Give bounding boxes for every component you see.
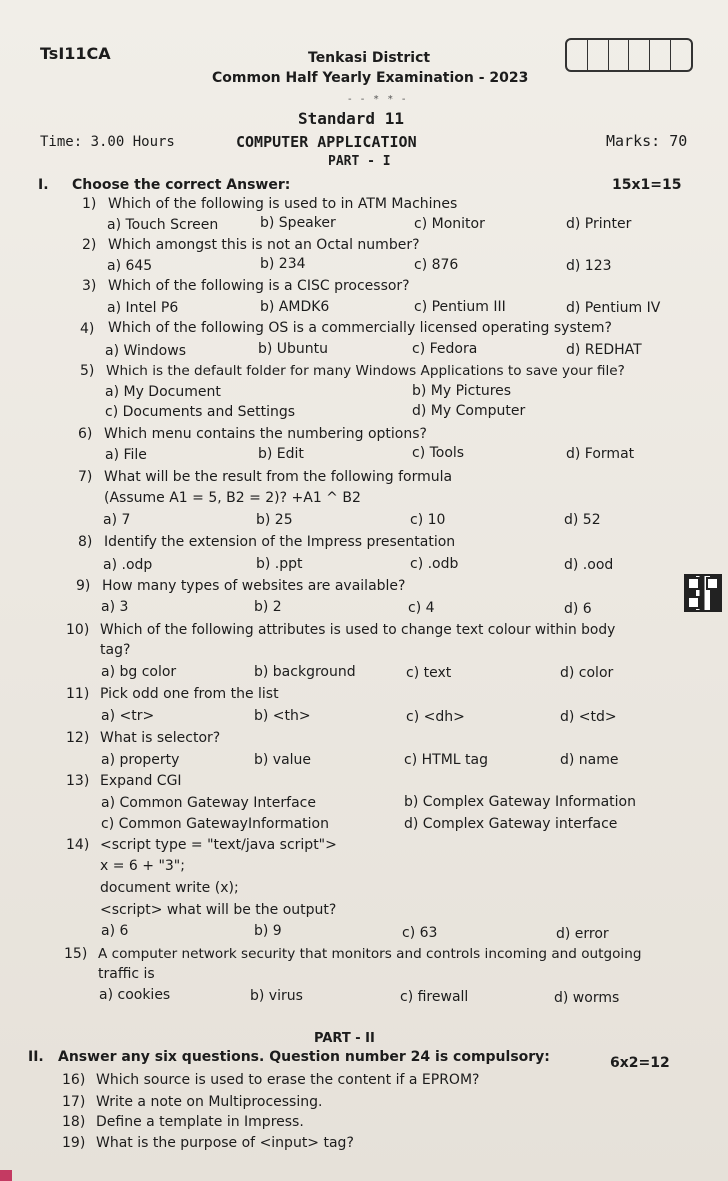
option-b: b) My Pictures [412, 383, 512, 399]
option-b: b) 25 [256, 512, 293, 528]
question-number: 4) [80, 321, 95, 337]
section-one-number: I. [38, 177, 49, 193]
option-c: c) firewall [400, 989, 469, 1005]
question-text: Which source is used to erase the content if a EPROM? [96, 1072, 480, 1088]
qr-code [684, 574, 722, 612]
option-b: b) Speaker [260, 215, 336, 231]
option-c: c) HTML tag [404, 752, 488, 768]
section-two-instruction: Answer any six questions. Question number 24 is compulsory: [58, 1049, 550, 1065]
question-text: Which of the following OS is a commercially licensed operating system? [108, 320, 612, 336]
register-box [588, 40, 609, 70]
option-b: b) 9 [254, 923, 282, 939]
option-c: c) Monitor [414, 216, 485, 232]
option-c: c) 10 [410, 512, 446, 528]
option-a: a) 6 [101, 923, 129, 939]
question-text: Which of the following is a CISC processor? [108, 278, 410, 294]
section-two-number: II. [28, 1049, 44, 1065]
standard-label: Standard 11 [298, 109, 404, 128]
question-text: Pick odd one from the list [100, 686, 279, 702]
marks-label: Marks: 70 [606, 132, 688, 150]
question-number: 17) [62, 1094, 86, 1110]
time-label: Time: 3.00 Hours [40, 134, 175, 150]
option-a: a) 645 [107, 258, 153, 274]
option-d: d) Printer [566, 216, 632, 232]
option-a: a) 3 [101, 599, 129, 615]
question-number: 7) [78, 469, 93, 485]
option-d: d) color [560, 665, 614, 681]
option-d: d) Pentium IV [566, 300, 661, 316]
option-c: c) Fedora [412, 341, 478, 357]
section-one-marks: 15x1=15 [612, 177, 682, 193]
question-text: A computer network security that monitors and controls incoming and outgoing [98, 946, 642, 962]
question-text: Write a note on Multiprocessing. [96, 1094, 323, 1110]
option-d: d) My Computer [412, 403, 526, 419]
option-c: c) .odb [410, 556, 459, 572]
question-text: Define a template in Impress. [96, 1114, 304, 1130]
subject-title: COMPUTER APPLICATION [236, 133, 417, 151]
page-edge-mark [0, 1170, 12, 1181]
option-c: c) Pentium III [414, 299, 506, 315]
option-a: a) bg color [101, 664, 177, 680]
option-a: a) .odp [103, 557, 153, 573]
register-box [609, 40, 630, 70]
register-box [629, 40, 650, 70]
code-line: x = 6 + "3"; [100, 858, 185, 874]
option-b: b) 234 [260, 256, 306, 272]
option-d: d) Complex Gateway interface [404, 816, 618, 832]
option-a: a) Touch Screen [107, 217, 219, 233]
option-d: d) 123 [566, 258, 612, 274]
option-b: b) <th> [254, 708, 311, 724]
question-text: How many types of websites are available? [102, 578, 406, 594]
question-text: Which amongst this is not an Octal number? [108, 237, 420, 253]
question-text: What will be the result from the following formula [104, 469, 453, 485]
option-c: c) Tools [412, 445, 465, 461]
option-b: b) .ppt [256, 556, 303, 572]
question-number: 18) [62, 1114, 86, 1130]
register-number-boxes [565, 38, 693, 72]
option-b: b) Ubuntu [258, 341, 329, 357]
option-a: a) File [105, 447, 147, 463]
code-line: document write (x); [100, 880, 239, 896]
question-text: Which menu contains the numbering options? [104, 426, 427, 442]
option-d: d) Format [566, 446, 635, 462]
question-text: Identify the extension of the Impress presentation [104, 534, 456, 550]
qr-finder [687, 577, 700, 590]
option-b: b) Complex Gateway Information [404, 794, 636, 810]
option-a: a) cookies [99, 987, 171, 1003]
part-two-title: PART - II [314, 1031, 375, 1046]
option-a: a) <tr> [101, 708, 155, 724]
option-c: c) 63 [402, 925, 438, 941]
option-a: a) Windows [105, 343, 186, 359]
question-number: 19) [62, 1135, 86, 1151]
option-c: c) Documents and Settings [105, 404, 296, 420]
question-number: 5) [80, 363, 95, 379]
option-b: b) value [254, 752, 312, 768]
option-b: b) Edit [258, 446, 304, 462]
option-d: d) .ood [564, 557, 614, 573]
question-number: 12) [66, 730, 90, 746]
option-a: a) property [101, 752, 180, 768]
section-one-instruction: Choose the correct Answer: [72, 177, 291, 193]
option-d: d) 52 [564, 512, 601, 528]
option-c: c) 876 [414, 257, 459, 273]
qr-finder [706, 577, 719, 590]
question-number: 3) [82, 278, 97, 294]
question-text: Which of the following attributes is used to change text colour within body [100, 622, 616, 638]
option-b: b) virus [250, 988, 303, 1004]
option-c: c) <dh> [406, 709, 465, 725]
exam-title: Common Half Yearly Examination - 2023 [212, 70, 529, 86]
question-text: What is the purpose of <input> tag? [96, 1135, 354, 1151]
option-d: d) error [556, 926, 609, 942]
option-d: d) <td> [560, 709, 617, 725]
option-d: d) REDHAT [566, 342, 642, 358]
question-text: Which of the following is used to in ATM Machines [108, 196, 458, 212]
question-text-continued: traffic is [98, 966, 155, 982]
qr-finder [687, 596, 700, 609]
option-b: b) background [254, 664, 356, 680]
question-number: 13) [66, 773, 90, 789]
question-text: <script type = "text/java script"> [100, 837, 337, 853]
option-b: b) AMDK6 [260, 299, 330, 315]
option-d: d) name [560, 752, 619, 768]
question-number: 6) [78, 426, 93, 442]
title-ornament: - - * * - [348, 94, 409, 105]
option-a: a) My Document [105, 384, 221, 400]
question-number: 15) [64, 946, 88, 962]
register-box [671, 40, 691, 70]
question-number: 9) [76, 578, 91, 594]
question-text: What is selector? [100, 730, 221, 746]
option-a: a) 7 [103, 512, 131, 528]
question-number: 11) [66, 686, 90, 702]
option-a: a) Common Gateway Interface [101, 795, 316, 811]
question-number: 16) [62, 1072, 86, 1088]
option-d: d) 6 [564, 601, 592, 617]
option-d: d) worms [554, 990, 620, 1006]
register-box [567, 40, 588, 70]
section-two-marks: 6x2=12 [610, 1055, 670, 1071]
option-c: c) 4 [408, 600, 435, 616]
question-text: Which is the default folder for many Windows Applications to save your file? [106, 363, 625, 379]
district-name: Tenkasi District [308, 50, 431, 66]
question-text-continued: (Assume A1 = 5, B2 = 2)? +A1 ^ B2 [104, 490, 361, 506]
question-number: 14) [66, 837, 90, 853]
paper-code: TsI11CA [40, 44, 111, 63]
question-number: 10) [66, 622, 90, 638]
part-one-title: PART - I [328, 154, 391, 169]
option-b: b) 2 [254, 599, 282, 615]
option-c: c) Common GatewayInformation [101, 816, 329, 832]
question-text-continued: tag? [100, 642, 131, 658]
question-number: 2) [82, 237, 97, 253]
question-text: Expand CGI [100, 773, 182, 789]
question-number: 1) [82, 196, 97, 212]
question-number: 8) [78, 534, 93, 550]
code-line: <script> what will be the output? [100, 902, 337, 918]
option-a: a) Intel P6 [107, 300, 179, 316]
register-box [650, 40, 671, 70]
option-c: c) text [406, 665, 452, 681]
